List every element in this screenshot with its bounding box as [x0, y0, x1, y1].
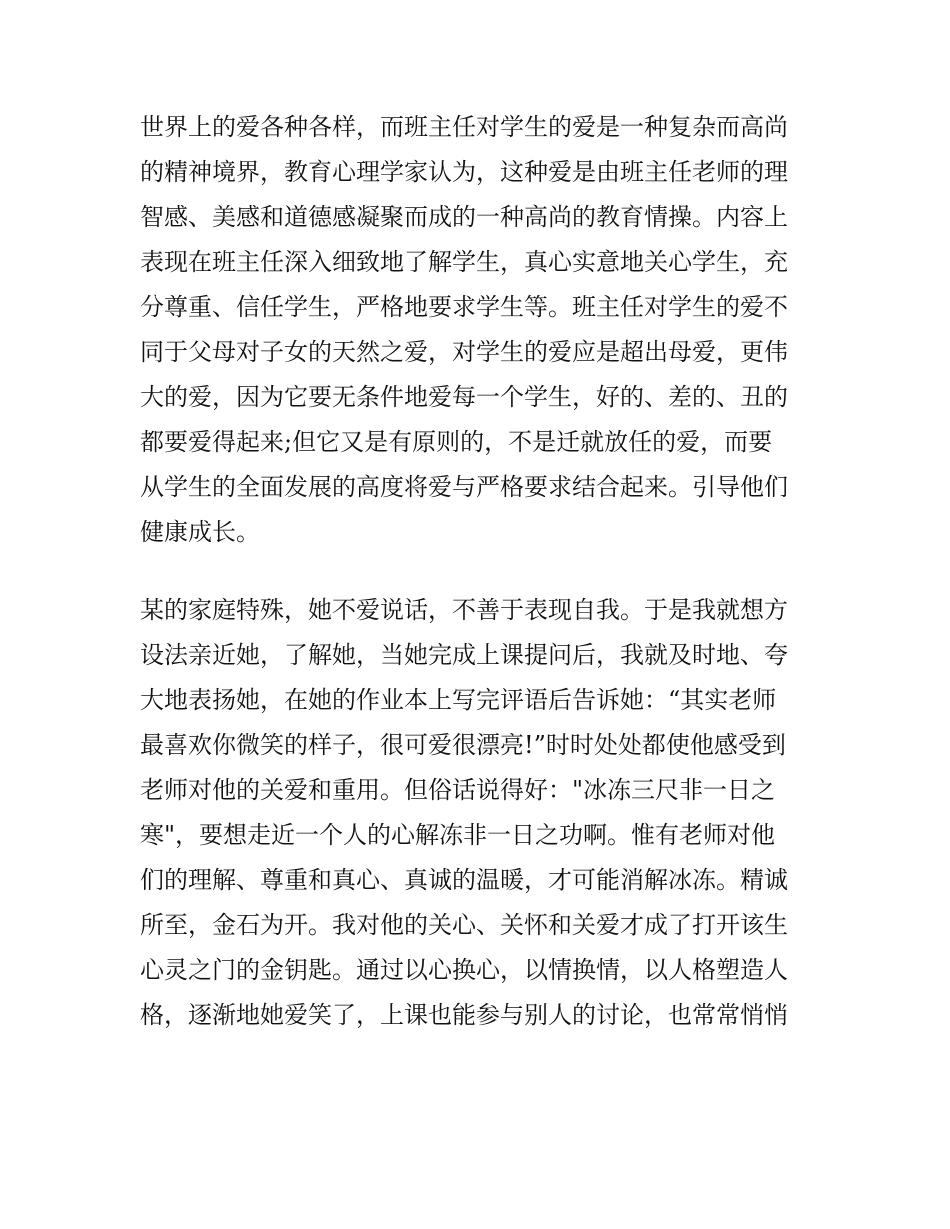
text-line: 世界上的爱各种各样，而班主任对学生的爱是一种复杂而高尚 [140, 113, 788, 141]
text-line: 智感、美感和道德感凝聚而成的一种高尚的教育情操。内容上 [140, 203, 788, 231]
text-line: 最喜欢你微笑的样子，很可爱很漂亮!”时时处处都使他感受到 [140, 731, 786, 759]
text-line: 的精神境界，教育心理学家认为，这种爱是由班主任老师的理 [140, 158, 788, 186]
text-line: 设法亲近她，了解她，当她完成上课提问后，我就及时地、夸 [140, 641, 788, 669]
text-line: 们的理解、尊重和真心、真诚的温暖，才可能消解冰冻。精诚 [140, 866, 788, 894]
paragraph-class-teacher-love [140, 105, 820, 555]
text-line: 从学生的全面发展的高度将爱与严格要求结合起来。引导他们 [140, 473, 788, 501]
text-line: 格，逐渐地她爱笑了，上课也能参与别人的讨论，也常常悄悄 [140, 1001, 788, 1029]
text-line: 寒"，要想走近一个人的心解冻非一日之功啊。惟有老师对他 [140, 821, 776, 849]
text-line: 某的家庭特殊，她不爱说话，不善于表现自我。于是我就想方 [140, 596, 788, 624]
text-line: 所至，金石为开。我对他的关心、关怀和关爱才成了打开该生 [140, 911, 788, 939]
text-line: 都要爱得起来;但它又是有原则的，不是迁就放任的爱，而要 [140, 428, 773, 456]
text-line: 分尊重、信任学生，严格地要求学生等。班主任对学生的爱不 [140, 293, 788, 321]
text-line: 健康成长。 [140, 518, 260, 546]
text-line: 表现在班主任深入细致地了解学生，真心实意地关心学生，充 [140, 248, 788, 276]
text-line: 大地表扬她，在她的作业本上写完评语后告诉她：“其实老师 [140, 686, 777, 714]
text-line: 大的爱，因为它要无条件地爱每一个学生，好的、差的、丑的 [140, 383, 788, 411]
paragraph-student-story [140, 588, 820, 1038]
text-line: 老师对他的关爱和重用。但俗话说得好："冰冻三尺非一日之 [140, 776, 776, 804]
text-line: 同于父母对子女的天然之爱，对学生的爱应是超出母爱，更伟 [140, 338, 788, 366]
text-line: 心灵之门的金钥匙。通过以心换心，以情换情，以人格塑造人 [140, 956, 788, 984]
